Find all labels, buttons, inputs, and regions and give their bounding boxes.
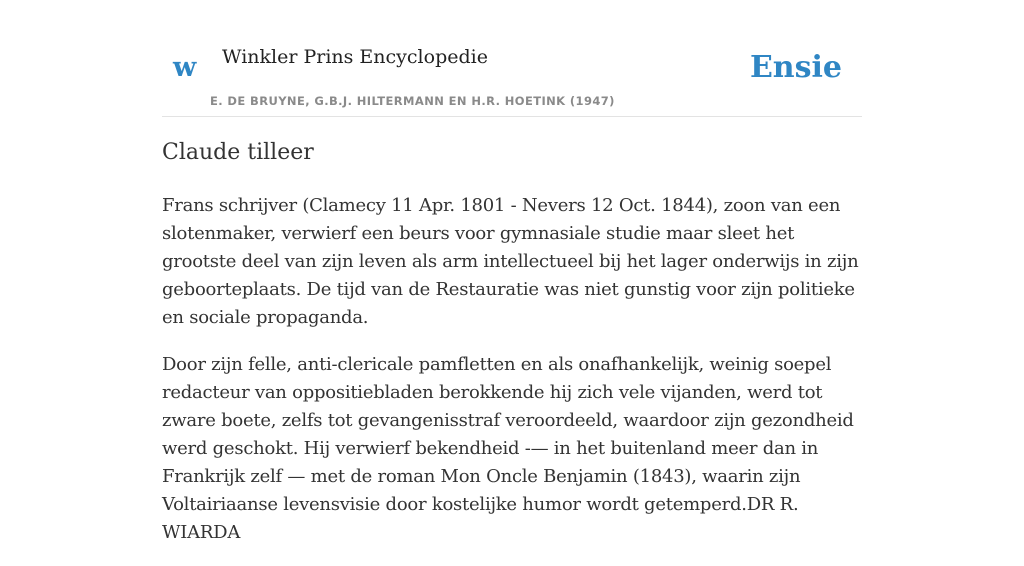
logo-w-icon[interactable]: w [173, 52, 197, 83]
header [162, 0, 862, 117]
article-paragraph: Door zijn felle, anti-clericale pamfletten en als onafhankelijk, weinig soepel redacteur van oppositiebladen berokkende hij zich vele vijanden, werd tot zware boete, zelfs tot gevangenisstraf veroordeeld, waardoor zijn gezondheid werd geschokt. Hij verwierf bekendheid -— in het buitenland meer dan in Frankrijk zelf — met de roman Mon Oncle Benjamin (1843), waarin zijn Voltairiaanse levensvisie door kostelijke humor wordt getemperd.DR R. WIARDA [162, 354, 854, 543]
article-body [162, 192, 862, 566]
source-title[interactable]: Winkler Prins Encyclopedie [222, 46, 488, 68]
article-paragraph: Frans schrijver (Clamecy 11 Apr. 1801 - Nevers 12 Oct. 1844), zoon van een slotenmaker, verwierf een beurs voor gymnasiale studie maar sleet het grootste deel van zijn leven als arm intellectueel bij het lager onderwijs in zijn geboorteplaats. De tijd van de Restauratie was niet gunstig voor zijn politieke en sociale propaganda. [162, 195, 859, 328]
source-authors: E. DE BRUYNE, G.B.J. HILTERMANN EN H.R. HOETINK (1947) [210, 94, 615, 108]
brand-logo[interactable]: Ensie [749, 50, 842, 85]
content-container [162, 0, 862, 543]
page-title: Claude tilleer [162, 140, 314, 165]
